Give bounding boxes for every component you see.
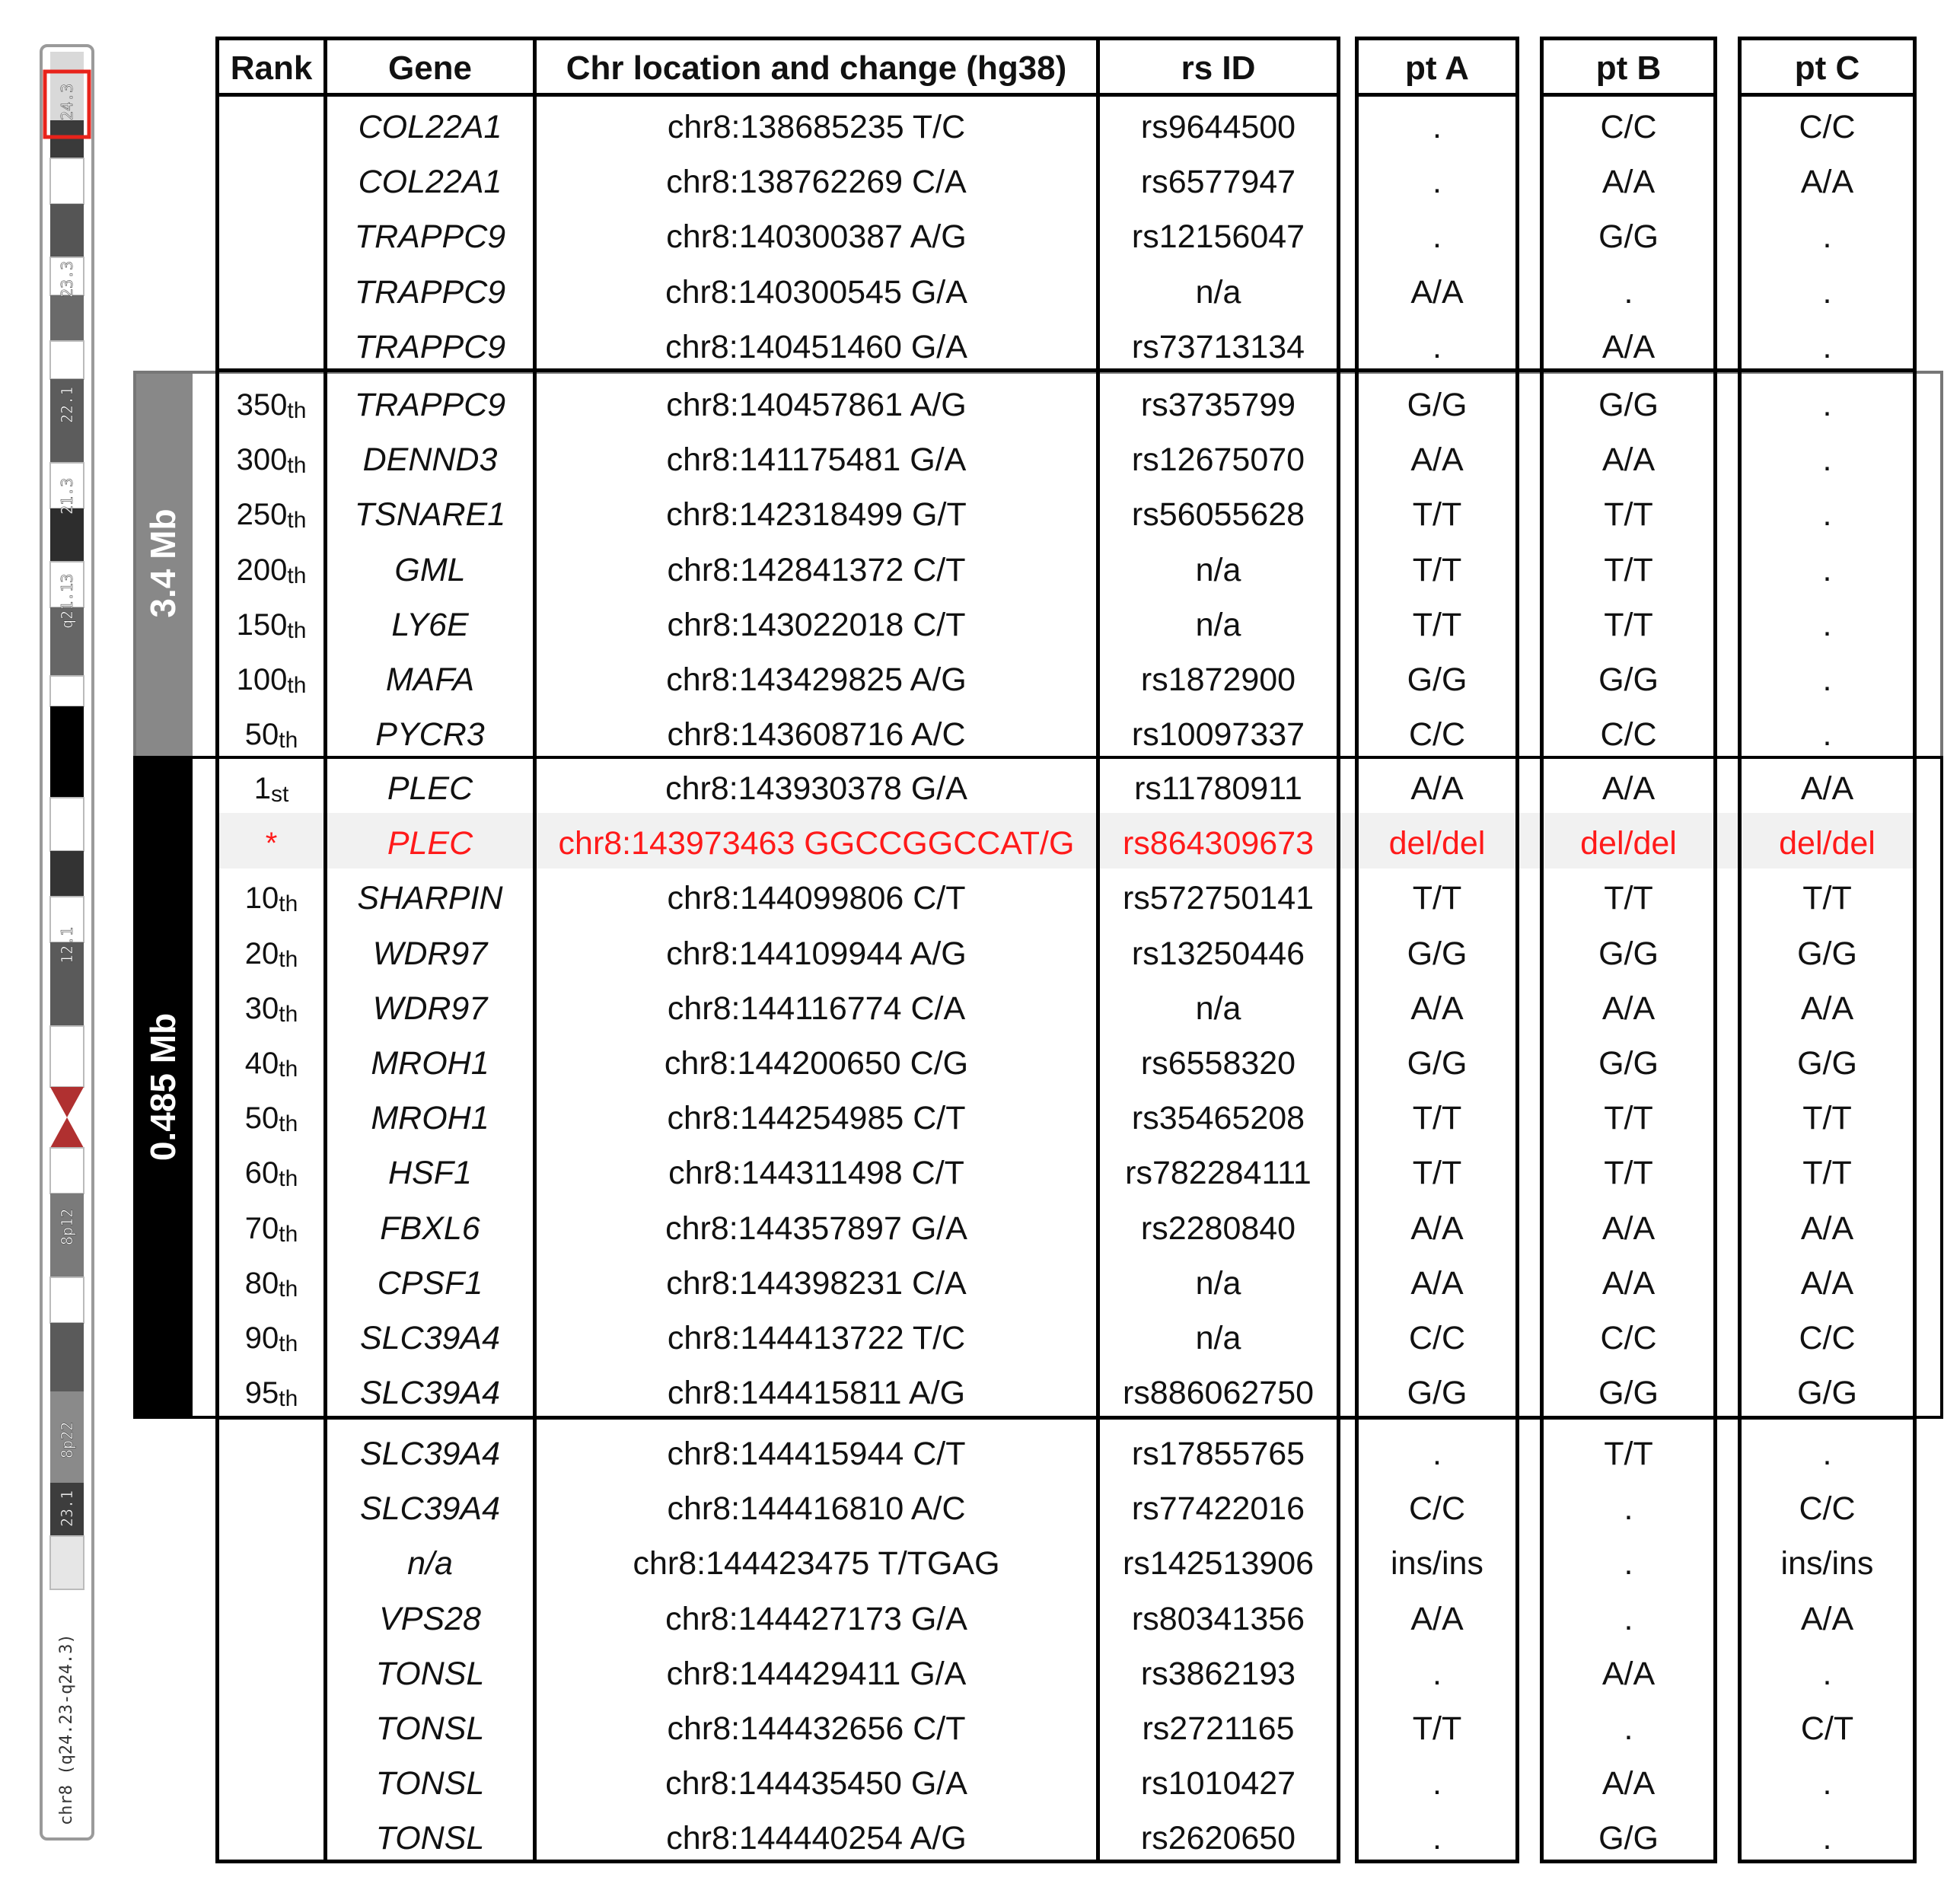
rank-number: 250: [236, 498, 288, 532]
region-label-upper: 3.4 Mb: [143, 508, 183, 618]
rank-number: 350: [236, 388, 288, 422]
cell-rs: n/a: [1195, 606, 1241, 643]
cell-rs: rs1872900: [1140, 661, 1296, 698]
cell-pta: C/C: [1408, 1490, 1466, 1528]
cell-pta: del/del: [1388, 825, 1486, 862]
cell-gene: TONSL: [375, 1765, 485, 1802]
cell-chr: chr8:144357897 G/A: [665, 1210, 967, 1247]
rank-number: 200: [236, 553, 288, 587]
header-rank: Rank: [230, 49, 313, 87]
ideogram-band-label: 23.3: [58, 260, 76, 298]
cell-rank: [219, 816, 323, 871]
cell-pta: .: [1433, 328, 1442, 365]
ideogram-band-label: 24.3: [58, 83, 76, 120]
cell-chr: chr8:140300387 A/G: [666, 218, 967, 256]
cell-ptc: C/C: [1799, 1490, 1856, 1528]
cell-pta: .: [1433, 218, 1442, 256]
cell-rs: rs2721165: [1142, 1710, 1295, 1747]
cell-pta: T/T: [1412, 551, 1462, 588]
cell-ptc: .: [1822, 1765, 1832, 1802]
cell-ptb: G/G: [1598, 218, 1659, 256]
cell-rank: [219, 1701, 323, 1756]
cell-pta: A/A: [1410, 1264, 1464, 1302]
cell-pta: .: [1433, 109, 1442, 145]
cell-rs: n/a: [1195, 1320, 1241, 1356]
cell-gene: MAFA: [385, 661, 475, 698]
cell-rs: rs3735799: [1140, 387, 1296, 423]
rank-suffix: th: [287, 508, 307, 534]
cell-rank: [219, 100, 323, 155]
cell-ptb: A/A: [1601, 441, 1656, 479]
cell-ptc: .: [1822, 716, 1832, 754]
cell-pta: G/G: [1407, 387, 1468, 423]
rank-number: 50: [244, 1101, 279, 1136]
cell-rs: rs77422016: [1131, 1490, 1305, 1528]
cell-gene: COL22A1: [358, 109, 502, 145]
cell-chr: chr8:142318499 G/T: [666, 496, 967, 534]
cell-pta: A/A: [1410, 770, 1464, 807]
cell-ptb: .: [1624, 1545, 1633, 1582]
cell-ptb: T/T: [1604, 1100, 1653, 1137]
cell-ptc: T/T: [1802, 880, 1852, 917]
cell-ptb: C/C: [1600, 109, 1657, 145]
cell-pta: .: [1433, 164, 1442, 201]
cell-chr: chr8:140457861 A/G: [666, 387, 967, 423]
cell-pta: A/A: [1410, 990, 1464, 1027]
cell-ptc: A/A: [1800, 1264, 1854, 1302]
cell-ptc: .: [1822, 496, 1832, 534]
header-gene: Gene: [387, 49, 473, 87]
cell-chr: chr8:144432656 C/T: [667, 1710, 966, 1747]
cell-gene: SLC39A4: [359, 1320, 501, 1356]
cell-ptb: A/A: [1601, 1210, 1656, 1247]
cell-ptb: G/G: [1598, 935, 1659, 972]
cell-rank: [219, 1036, 323, 1091]
rank-suffix: th: [287, 563, 307, 588]
cell-rs: rs142513906: [1122, 1545, 1315, 1582]
cell-ptc: C/T: [1800, 1710, 1854, 1747]
cell-rs: n/a: [1195, 551, 1241, 588]
ideogram-band-label: 8p12: [58, 1208, 76, 1245]
cell-ptc: G/G: [1797, 1375, 1857, 1412]
cell-gene: TONSL: [375, 1820, 485, 1857]
ideogram-band-label: 22.1: [58, 386, 76, 423]
cell-rank: [219, 652, 323, 707]
cell-chr: chr8:144116774 C/A: [667, 990, 966, 1027]
cell-ptc: .: [1822, 218, 1832, 256]
cell-gene: VPS28: [379, 1600, 481, 1637]
rank-suffix: th: [279, 1331, 298, 1356]
cell-rank: [219, 155, 323, 209]
cell-chr: chr8:143429825 A/G: [666, 661, 967, 698]
cell-rs: rs3862193: [1140, 1655, 1296, 1692]
cell-gene: HSF1: [388, 1155, 472, 1192]
cell-gene: TRAPPC9: [354, 387, 506, 423]
cell-ptc: .: [1822, 328, 1832, 365]
rank-number: 300: [236, 443, 288, 477]
cell-ptb: del/del: [1580, 825, 1677, 862]
rank-number: 95: [244, 1376, 279, 1410]
cell-pta: C/C: [1408, 716, 1466, 754]
cell-pta: T/T: [1412, 1100, 1462, 1137]
cell-chr: chr8:144427173 G/A: [665, 1600, 967, 1637]
rank-suffix: th: [279, 1166, 298, 1192]
cell-ptc: .: [1822, 606, 1832, 643]
cell-ptc: .: [1822, 551, 1832, 588]
rank-number: 40: [244, 1047, 279, 1080]
cell-rank: [219, 1091, 323, 1146]
cell-chr: chr8:144398231 C/A: [666, 1264, 967, 1302]
cell-rank: [219, 1536, 323, 1591]
cell-chr: chr8:144200650 C/G: [664, 1045, 969, 1082]
rank-number: 1: [253, 772, 271, 805]
cell-pta: G/G: [1407, 1045, 1468, 1082]
cell-pta: ins/ins: [1391, 1545, 1484, 1582]
rank-suffix: th: [287, 398, 307, 423]
cell-ptc: .: [1822, 1436, 1832, 1472]
cell-chr: chr8:143973463 GGCCGGCCAT/G: [558, 825, 1075, 862]
cell-ptb: C/C: [1600, 716, 1657, 754]
cell-pta: G/G: [1407, 1375, 1468, 1412]
cell-pta: A/A: [1410, 1210, 1464, 1247]
cell-chr: chr8:144254985 C/T: [667, 1100, 966, 1137]
cell-pta: .: [1433, 1436, 1442, 1472]
cell-rank: [219, 598, 323, 652]
cell-rank: [219, 1201, 323, 1256]
cell-chr: chr8:144413722 T/C: [667, 1320, 966, 1356]
cell-ptc: ins/ins: [1780, 1545, 1874, 1582]
cell-chr: chr8:143022018 C/T: [667, 606, 966, 643]
cell-ptb: G/G: [1598, 387, 1659, 423]
cell-pta: G/G: [1407, 935, 1468, 972]
ideogram-band-label: q21.13: [58, 573, 76, 629]
rank-number: 20: [244, 936, 279, 970]
cell-ptc: T/T: [1802, 1155, 1852, 1192]
cell-rs: rs12156047: [1131, 218, 1305, 256]
cell-rs: rs13250446: [1131, 935, 1305, 972]
cell-ptb: C/C: [1600, 1320, 1657, 1356]
cell-chr: chr8:144415811 A/G: [667, 1375, 966, 1412]
cell-rs: n/a: [1195, 273, 1241, 311]
cell-pta: T/T: [1412, 1155, 1462, 1192]
rank-suffix: th: [287, 673, 307, 698]
cell-chr: chr8:144440254 A/G: [666, 1820, 967, 1857]
cell-ptc: C/C: [1799, 109, 1856, 145]
rank-suffix: th: [287, 617, 307, 643]
cell-chr: chr8:144416810 A/C: [667, 1490, 966, 1528]
rank-suffix: st: [270, 782, 289, 807]
rank-suffix: th: [279, 1111, 298, 1137]
cell-ptb: T/T: [1604, 1436, 1653, 1472]
cell-rank: [219, 761, 323, 816]
cell-rs: rs80341356: [1131, 1600, 1305, 1637]
cell-gene: SLC39A4: [359, 1490, 501, 1528]
rank-suffix: th: [279, 1001, 298, 1027]
rank-suffix: th: [279, 1221, 298, 1247]
cell-ptc: A/A: [1800, 1210, 1854, 1247]
cell-ptb: A/A: [1601, 328, 1656, 365]
cell-pta: .: [1433, 1765, 1442, 1802]
cell-rank: [219, 265, 323, 320]
cell-rs: n/a: [1195, 990, 1241, 1027]
cell-rs: rs886062750: [1122, 1375, 1315, 1412]
cell-ptb: T/T: [1604, 880, 1653, 917]
cell-gene: PLEC: [387, 825, 473, 862]
cell-rank: [219, 1592, 323, 1646]
rank-number: 60: [244, 1156, 279, 1190]
cell-gene: CPSF1: [377, 1264, 483, 1302]
cell-gene: TONSL: [375, 1710, 485, 1747]
cell-ptb: G/G: [1598, 661, 1659, 698]
rank-suffix: th: [279, 946, 298, 972]
cell-ptc: .: [1822, 441, 1832, 479]
header-rs-id: rs ID: [1181, 49, 1256, 87]
cell-rank: [219, 1481, 323, 1536]
rank-number: 90: [244, 1321, 279, 1355]
cell-gene: WDR97: [372, 990, 488, 1027]
cell-rank: [219, 1646, 323, 1701]
cell-rs: rs6558320: [1140, 1045, 1296, 1082]
cell-rs: rs2280840: [1140, 1210, 1296, 1247]
cell-pta: T/T: [1412, 1710, 1462, 1747]
cell-gene: SLC39A4: [359, 1375, 501, 1412]
cell-ptb: G/G: [1598, 1820, 1659, 1857]
cell-rank: [219, 981, 323, 1036]
ideogram-band-label: 21.3: [58, 477, 76, 515]
cell-rs: rs2620650: [1140, 1820, 1296, 1857]
cell-chr: chr8:144415944 C/T: [667, 1436, 966, 1472]
cell-rank: [219, 1811, 323, 1866]
cell-chr: chr8:144429411 G/A: [666, 1655, 967, 1692]
cell-chr: chr8:143608716 A/C: [667, 716, 966, 754]
cell-ptc: .: [1822, 273, 1832, 311]
cell-gene: SLC39A4: [359, 1436, 501, 1472]
cell-ptb: T/T: [1604, 551, 1653, 588]
cell-chr: chr8:144311498 C/T: [668, 1155, 964, 1192]
header-chr-location: Chr location and change (hg38): [566, 49, 1067, 87]
cell-rs: rs12675070: [1131, 441, 1305, 479]
cell-pta: .: [1433, 1820, 1442, 1857]
cell-gene: SHARPIN: [357, 880, 503, 917]
rank-suffix: th: [279, 891, 298, 917]
rank-number: 10: [244, 881, 279, 916]
cell-rs: rs73713134: [1131, 328, 1305, 365]
cell-rs: n/a: [1195, 1264, 1241, 1302]
cell-chr: chr8:138685235 T/C: [667, 109, 966, 145]
rank-suffix: th: [279, 1057, 298, 1082]
cell-gene: LY6E: [391, 606, 469, 643]
cell-ptb: T/T: [1604, 496, 1653, 534]
cell-chr: chr8:138762269 C/A: [666, 164, 967, 201]
cell-rank: [219, 487, 323, 542]
cell-pta: T/T: [1412, 606, 1462, 643]
cell-rs: rs6577947: [1140, 164, 1296, 201]
cell-ptc: G/G: [1797, 1045, 1857, 1082]
cell-rs: rs35465208: [1131, 1100, 1305, 1137]
ideogram-caption: chr8 (q24.23-q24.3): [57, 1633, 76, 1825]
cell-ptc: .: [1822, 661, 1832, 698]
cell-gene: COL22A1: [358, 164, 502, 201]
cell-rank: [219, 926, 323, 981]
cell-gene: GML: [394, 551, 466, 588]
header-pt-a: pt A: [1405, 49, 1469, 87]
cell-ptb: .: [1624, 273, 1633, 311]
cell-rs: rs56055628: [1131, 496, 1305, 534]
cell-pta: A/A: [1410, 441, 1464, 479]
cell-rs: rs11780911: [1134, 770, 1302, 807]
cell-ptb: A/A: [1601, 1264, 1656, 1302]
cell-rank: [219, 1426, 323, 1481]
cell-ptc: G/G: [1797, 935, 1857, 972]
cell-ptc: A/A: [1800, 770, 1854, 807]
cell-rank: [219, 320, 323, 374]
cell-ptc: .: [1822, 387, 1832, 423]
cell-gene: WDR97: [372, 935, 488, 972]
cell-rank: [219, 871, 323, 926]
cell-chr: chr8:144435450 G/A: [665, 1765, 967, 1802]
cell-chr: chr8:142841372 C/T: [667, 551, 966, 588]
cell-ptb: T/T: [1604, 1155, 1653, 1192]
cell-chr: chr8:143930378 G/A: [665, 770, 967, 807]
cell-rank: [219, 543, 323, 598]
header-pt-b: pt B: [1595, 49, 1662, 87]
rank-number: 150: [236, 607, 288, 642]
cell-rank: [219, 1756, 323, 1811]
cell-chr: chr8:144109944 A/G: [666, 935, 967, 972]
rank-number: 80: [244, 1266, 279, 1300]
cell-rs: rs10097337: [1131, 716, 1305, 754]
cell-ptb: .: [1624, 1710, 1633, 1747]
cell-gene: DENND3: [362, 441, 498, 479]
rank-number: 100: [236, 663, 288, 696]
rank-suffix: th: [287, 453, 307, 479]
cell-pta: T/T: [1412, 880, 1462, 917]
rank-number: *: [265, 827, 278, 861]
cell-ptb: A/A: [1601, 990, 1656, 1027]
cell-ptb: G/G: [1598, 1375, 1659, 1412]
cell-ptb: A/A: [1601, 1655, 1656, 1692]
ideogram-band-label: 23.1: [58, 1490, 76, 1527]
cell-ptc: A/A: [1800, 990, 1854, 1027]
cell-gene: PLEC: [387, 770, 473, 807]
cell-rs: rs9644500: [1140, 109, 1296, 145]
cell-rank: [219, 1311, 323, 1366]
cell-pta: A/A: [1410, 273, 1464, 311]
cell-ptc: C/C: [1799, 1320, 1856, 1356]
rank-number: 70: [244, 1211, 279, 1245]
cell-rank: [219, 1256, 323, 1311]
region-label-lower: 0.485 Mb: [143, 1012, 183, 1162]
rank-number: 30: [244, 991, 279, 1025]
cell-rank: [219, 378, 323, 432]
cell-pta: .: [1433, 1655, 1442, 1692]
cell-gene: PYCR3: [375, 716, 485, 754]
cell-ptc: A/A: [1800, 1600, 1854, 1637]
cell-rank: [219, 432, 323, 487]
cell-rs: rs864309673: [1122, 825, 1315, 862]
ideogram-band-label: 12.1: [58, 926, 76, 964]
cell-ptc: A/A: [1800, 164, 1854, 201]
cell-ptc: T/T: [1802, 1100, 1852, 1137]
chromosome-ideogram: [37, 44, 97, 1842]
cell-ptc: .: [1822, 1820, 1832, 1857]
header-pt-c: pt C: [1794, 49, 1860, 87]
cell-ptb: A/A: [1601, 164, 1656, 201]
cell-rs: rs1010427: [1140, 1765, 1296, 1802]
cell-gene: TRAPPC9: [354, 218, 506, 256]
rank-number: 50: [244, 718, 279, 752]
cell-ptb: T/T: [1604, 606, 1653, 643]
cell-gene: TRAPPC9: [354, 328, 506, 365]
cell-gene: n/a: [407, 1545, 453, 1582]
cell-ptc: del/del: [1779, 825, 1876, 862]
cell-gene: MROH1: [371, 1100, 489, 1137]
cell-chr: chr8:140300545 G/A: [665, 273, 967, 311]
cell-rs: rs17855765: [1131, 1436, 1305, 1472]
cell-chr: chr8:144099806 C/T: [667, 880, 966, 917]
cell-gene: MROH1: [371, 1045, 489, 1082]
ideogram-band-label: 8p22: [58, 1421, 76, 1458]
cell-ptb: G/G: [1598, 1045, 1659, 1082]
cell-gene: TONSL: [375, 1655, 485, 1692]
cell-pta: C/C: [1408, 1320, 1466, 1356]
cell-rank: [219, 707, 323, 762]
cell-pta: G/G: [1407, 661, 1468, 698]
cell-gene: FBXL6: [380, 1210, 480, 1247]
cell-chr: chr8:140451460 G/A: [665, 328, 967, 365]
rank-suffix: th: [279, 728, 298, 754]
cell-ptc: .: [1822, 1655, 1832, 1692]
cell-ptb: .: [1624, 1600, 1633, 1637]
cell-pta: A/A: [1410, 1600, 1464, 1637]
cell-ptb: .: [1624, 1490, 1633, 1528]
cell-rs: rs782284111: [1125, 1155, 1311, 1192]
cell-gene: TRAPPC9: [354, 273, 506, 311]
cell-rank: [219, 1366, 323, 1420]
cell-rank: [219, 1146, 323, 1200]
cell-rank: [219, 209, 323, 264]
cell-ptb: A/A: [1601, 770, 1656, 807]
cell-chr: chr8:141175481 G/A: [666, 441, 967, 479]
rank-suffix: th: [279, 1276, 298, 1302]
cell-gene: TSNARE1: [354, 496, 506, 534]
cell-chr: chr8:144423475 T/TGAG: [633, 1545, 1000, 1582]
cell-ptb: A/A: [1601, 1765, 1656, 1802]
cell-pta: T/T: [1412, 496, 1462, 534]
cell-rs: rs572750141: [1122, 880, 1315, 917]
rank-suffix: th: [279, 1386, 298, 1412]
